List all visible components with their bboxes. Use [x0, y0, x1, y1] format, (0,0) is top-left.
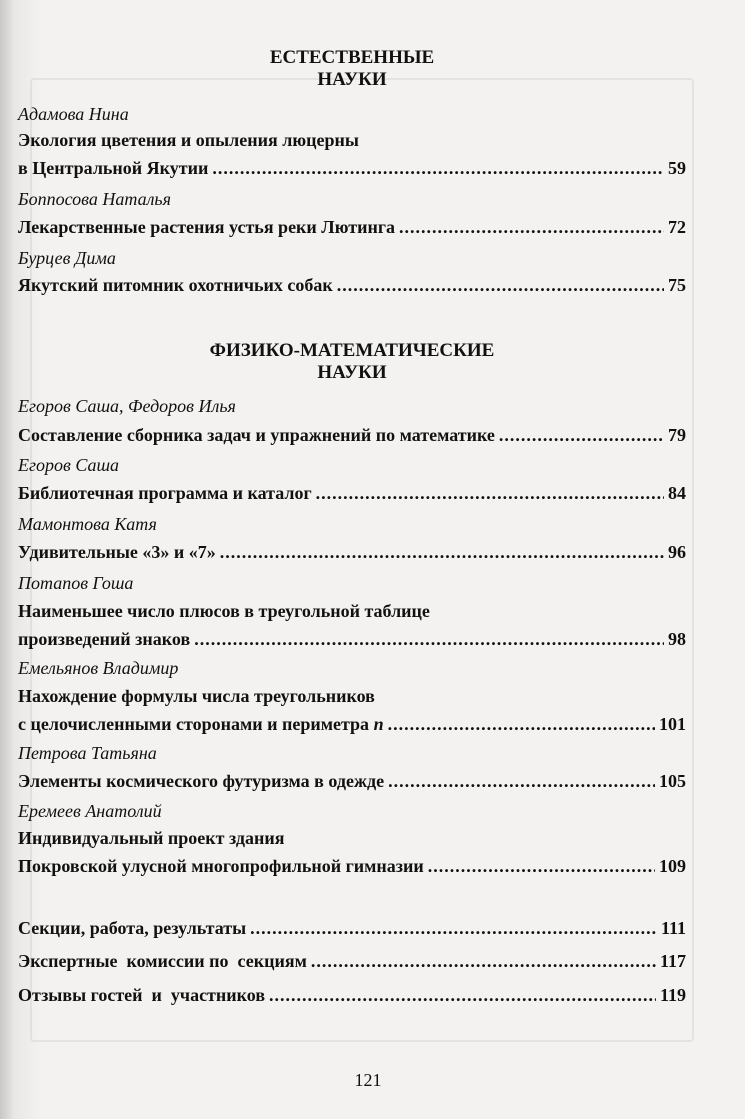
entry-row [18, 917, 686, 939]
entry-page-number: 96 [668, 542, 686, 562]
entry-author: Мамонтова Катя [18, 514, 157, 534]
entry-page-number: 59 [668, 158, 686, 178]
entry-author: Потапов Гоша [18, 573, 134, 593]
entry-row [18, 770, 686, 792]
entry-row [18, 984, 686, 1006]
entry-author: Егоров Саша, Федоров Илья [18, 396, 236, 416]
entry-title [18, 274, 686, 296]
entry-title [18, 424, 686, 446]
entry-title-line: Индивидуальный проект здания [18, 828, 285, 848]
entry-page-number: 117 [659, 951, 686, 971]
entry-page-number: 111 [660, 918, 686, 938]
entry-title-line: Библиотечная программа и каталог [18, 483, 312, 503]
entry-page-number: 75 [668, 275, 686, 295]
entry-title [18, 129, 686, 179]
entry-page-number: 109 [659, 856, 686, 876]
dot-leader [337, 274, 664, 296]
entry-row [18, 855, 686, 877]
entry-title [18, 827, 686, 877]
extra-entry [18, 984, 686, 1006]
entry-author: Еремеев Анатолий [18, 801, 162, 821]
entry-row [18, 157, 686, 179]
dot-leader [316, 482, 664, 504]
dot-leader [212, 157, 664, 179]
entry-author: Петрова Татьяна [18, 743, 157, 763]
entry-title [18, 770, 686, 792]
entry-title-line: произведений знаков [18, 629, 191, 649]
entry-title-line: Элементы космического футуризма в одежде [18, 771, 385, 791]
section-heading-physics-math [18, 340, 686, 384]
dot-leader [399, 216, 664, 238]
section-heading-line: НАУКИ [317, 362, 387, 383]
entry-title-line: Составление сборника задач и упражнений по математике [18, 425, 495, 445]
entry-page-number: 119 [659, 985, 686, 1005]
entry-title [18, 216, 686, 238]
entry-page-number: 72 [668, 217, 686, 237]
entry-title [18, 541, 686, 563]
dot-leader [269, 984, 656, 1006]
entry-row [18, 541, 686, 563]
entry-page-number: 105 [659, 771, 686, 791]
dot-leader [220, 541, 664, 563]
entry-title-line: Покровской улусной многопрофильной гимназии [18, 856, 424, 876]
dot-leader [388, 770, 655, 792]
dot-leader [250, 917, 657, 939]
entry-row [18, 216, 686, 238]
dot-leader [194, 628, 664, 650]
entry-title-line: Нахождение формулы числа треугольников [18, 686, 375, 706]
entry-title-line: Якутский питомник охотничьих собак [18, 275, 333, 295]
entry-page-number: 84 [668, 483, 686, 503]
entry-row [18, 628, 686, 650]
dot-leader [428, 855, 655, 877]
entry-author: Емельянов Владимир [18, 658, 179, 678]
section-heading-line: ЕСТЕСТВЕННЫЕ [269, 47, 435, 68]
entry-title-line: в Центральной Якутии [18, 158, 209, 178]
entry-page-number: 98 [668, 629, 686, 649]
entry-row [18, 950, 686, 972]
section-heading-line: НАУКИ [317, 69, 387, 90]
section-heading-line: ФИЗИКО-МАТЕМАТИЧЕСКИЕ [209, 340, 495, 361]
dot-leader [388, 713, 655, 735]
extra-entry [18, 917, 686, 939]
dot-leader [499, 424, 664, 446]
entry-title-line: Лекарственные растения устья реки Лютинга [18, 217, 395, 237]
page-number: 121 [354, 1070, 382, 1090]
entry-title [18, 685, 686, 735]
entry-title-line: Отзывы гостей и участников [18, 985, 266, 1005]
entry-title-line: Удивительные «3» и «7» [18, 542, 216, 562]
dot-leader [311, 950, 656, 972]
entry-page-number: 101 [659, 714, 686, 734]
entry-row [18, 424, 686, 446]
entry-author: Егоров Саша [18, 455, 120, 475]
entry-author: Адамова Нина [18, 104, 129, 124]
entry-row [18, 274, 686, 296]
entry-title [18, 482, 686, 504]
entry-title-line: Экология цветения и опыления люцерны [18, 130, 359, 150]
entry-title-line: Наименьшее число плюсов в треугольной таблице [18, 601, 430, 621]
entry-page-number: 79 [668, 425, 686, 445]
entry-title [18, 600, 686, 650]
entry-title-line: Секции, работа, результаты [18, 918, 247, 938]
entry-row [18, 482, 686, 504]
extra-entry [18, 950, 686, 972]
entry-author: Боппосова Наталья [18, 189, 171, 209]
section-heading-natural-sciences [18, 47, 686, 91]
entry-title-line: с целочисленными сторонами и периметра n [18, 714, 384, 734]
entry-title-line: Экспертные комиссии по секциям [18, 951, 307, 971]
entry-row [18, 713, 686, 735]
entry-author: Бурцев Дима [18, 248, 116, 268]
